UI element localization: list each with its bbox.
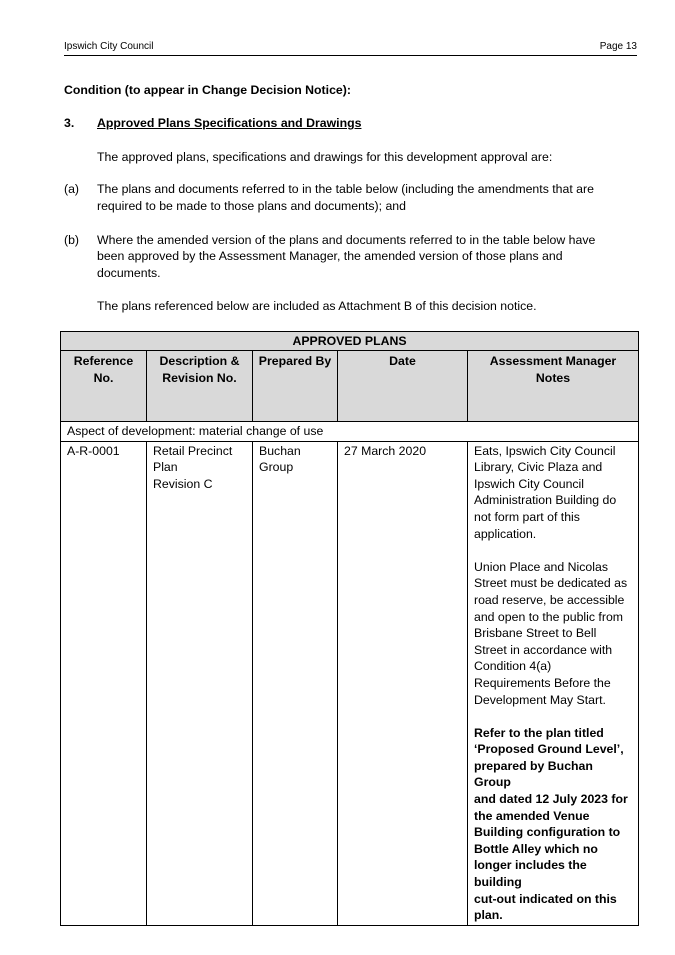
item-b-line-1: Where the amended version of the plans and documents referred to in the table below have bbox=[97, 233, 596, 247]
condition-heading: Condition (to appear in Change Decision Notice): bbox=[64, 83, 351, 97]
column-header-notes: Assessment Manager Notes bbox=[468, 351, 639, 422]
section-intro: The approved plans, specifications and drawings for this development approval are: bbox=[97, 150, 553, 164]
header-page-number: Page 13 bbox=[599, 41, 637, 52]
column-header-prepared-by: Prepared By bbox=[253, 351, 338, 422]
attachment-note: The plans referenced below are included as Attachment B of this decision notice. bbox=[97, 299, 537, 313]
table-title: APPROVED PLANS bbox=[61, 332, 639, 351]
table-header-row bbox=[61, 351, 639, 422]
column-header-reference: Reference No. bbox=[61, 351, 147, 422]
cell-prepared-by: Buchan Group bbox=[253, 441, 338, 925]
item-b-marker: (b) bbox=[64, 233, 80, 247]
table-row bbox=[61, 441, 639, 925]
section-title: Approved Plans Specifications and Drawings bbox=[97, 116, 362, 130]
column-header-description: Description & Revision No. bbox=[147, 351, 253, 422]
cell-notes: Eats, Ipswich City Council Library, Civic Plaza and Ipswich City Council Administration Building do not form part of this application. Union Place and Nicolas Street must be dedicated as road reserve, be accessible and open to the public from Brisbane Street to Bell Street in accordance with Condition 4(a) Requirements Before the Development May Start. Refer to the plan titled ‘Proposed Ground Level’, prepared by Buchan Group and dated 12 July 2023 for the amended Venue Building configuration to Bottle Alley which no longer includes the building cut-out indicated on this plan. bbox=[468, 441, 639, 925]
item-b-line-2: been approved by the Assessment Manager, the amended version of those plans and bbox=[97, 249, 563, 263]
cell-reference: A-R-0001 bbox=[61, 441, 147, 925]
cell-date: 27 March 2020 bbox=[338, 441, 468, 925]
item-a-line-1: The plans and documents referred to in the table below (including the amendments that are bbox=[97, 182, 594, 196]
section-number: 3. bbox=[64, 116, 75, 130]
approved-plans-table bbox=[60, 331, 639, 926]
column-header-date: Date bbox=[338, 351, 468, 422]
notes-amendment-block: Refer to the plan titled ‘Proposed Ground Level’, prepared by Buchan Group and dated 12 July 2023 for the amended Venue Building configuration to Bottle Alley which no longer includes the building cut-out indicated on this plan. bbox=[474, 725, 628, 923]
header-council-name: Ipswich City Council bbox=[64, 41, 154, 52]
item-a-marker: (a) bbox=[64, 182, 80, 196]
item-b-line-3: documents. bbox=[97, 266, 161, 280]
item-a-line-2: required to be made to those plans and documents); and bbox=[97, 199, 406, 213]
page-header bbox=[64, 40, 637, 56]
aspect-of-development-row: Aspect of development: material change of use bbox=[61, 422, 639, 442]
cell-description: Retail Precinct Plan Revision C bbox=[147, 441, 253, 925]
